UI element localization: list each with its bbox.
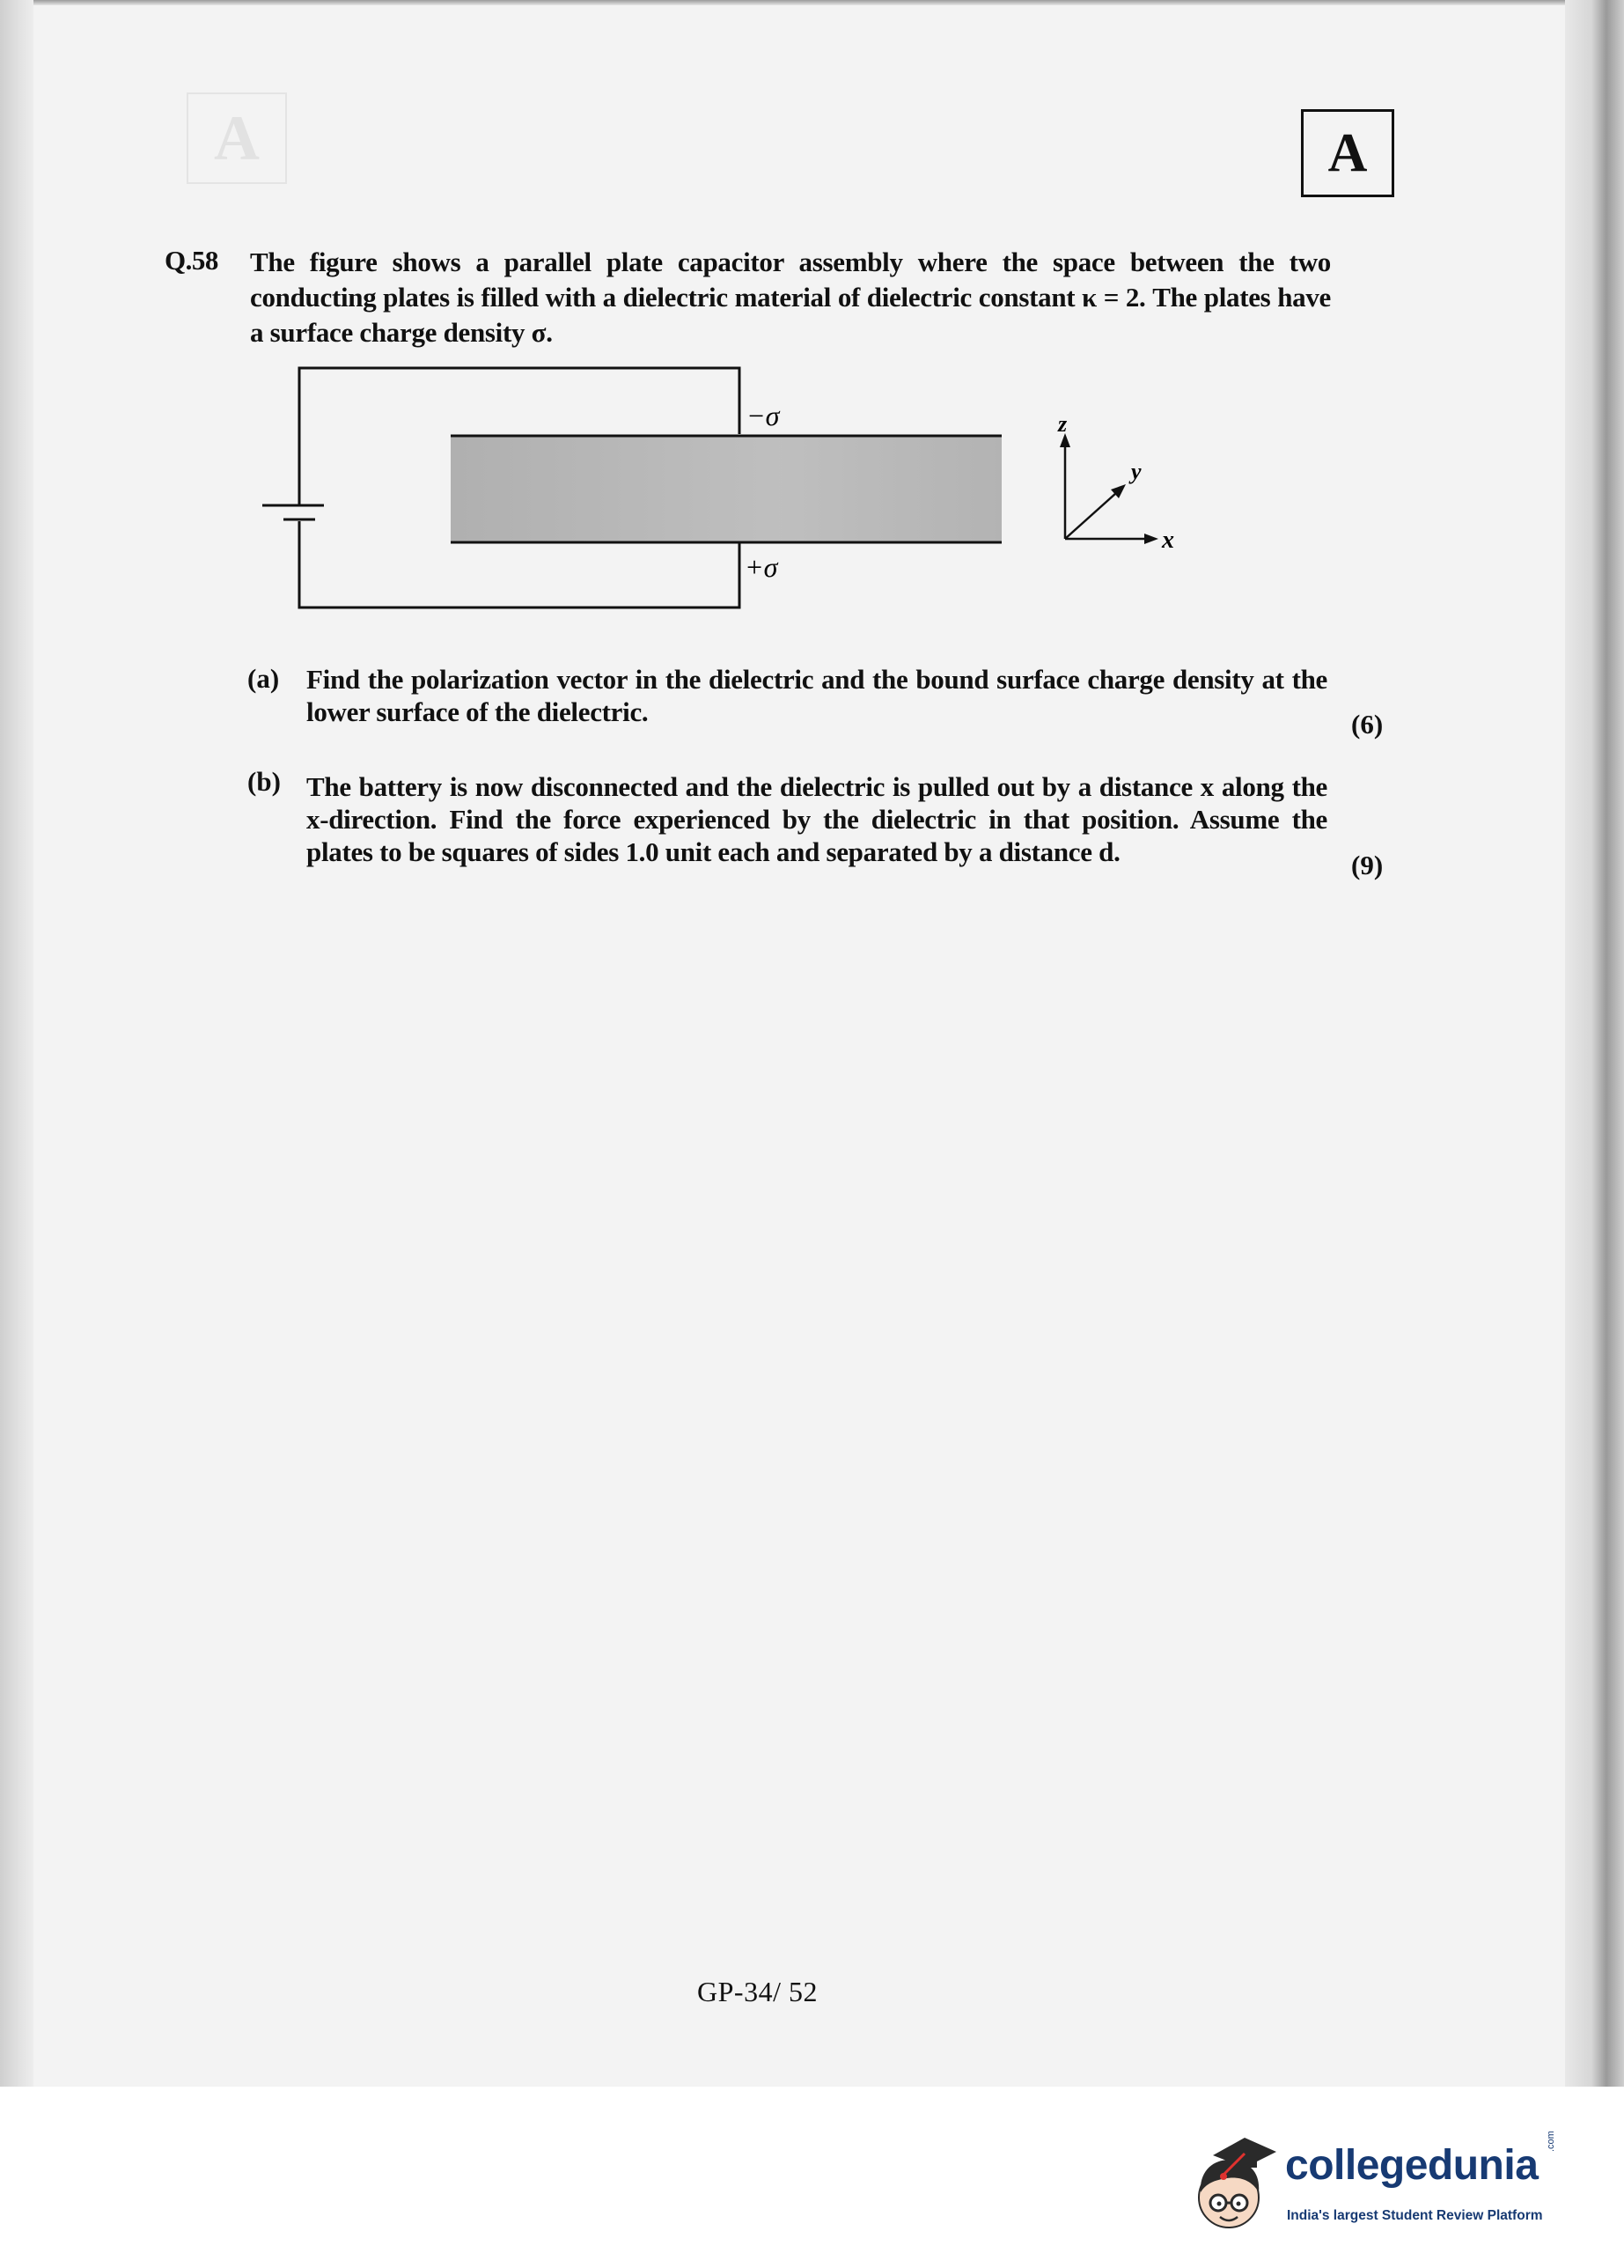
part-a-label: (a): [247, 663, 280, 694]
x-axis-label: x: [1162, 526, 1174, 554]
x-axis-arrowhead: [1144, 534, 1158, 544]
top-plate-charge-label: −σ: [746, 400, 780, 431]
bottom-plate-charge-label: +σ: [745, 551, 778, 583]
capacitor-figure: [0, 0, 1624, 634]
part-b-text: The battery is now disconnected and the dielectric is pulled out by a distance x along the x-direction. Find the force experienced by the dielectric in that position. Assume the plates to be squares of sides 1.0 unit each and separated by a distance d.: [306, 771, 1327, 867]
brand-name: collegedunia: [1285, 2142, 1539, 2189]
part-b-marks: (9): [1351, 850, 1384, 880]
question-set-label: A: [1301, 109, 1394, 197]
mascot-icon: [1187, 2122, 1283, 2254]
question-number: Q.58: [165, 245, 218, 276]
y-axis: [1065, 493, 1116, 539]
bleed-through-set-box: A: [187, 92, 287, 184]
part-a-marks: (6): [1351, 709, 1384, 740]
part-b-label: (b): [247, 766, 281, 797]
question-text: The figure shows a parallel plate capacitor assembly where the space between the two conducting plates is filled with a dielectric material of dielectric constant κ = 2. The plates have a surface charge density σ.: [250, 247, 1331, 348]
z-axis-label: z: [1058, 411, 1068, 437]
brand-domain-suffix: .com: [1546, 2131, 1556, 2152]
page-number: GP-34/ 52: [697, 1976, 818, 2007]
brand-tagline: India's largest Student Review Platform: [1287, 2208, 1543, 2223]
y-axis-label: y: [1131, 459, 1142, 484]
part-a-text: Find the polarization vector in the dielectric and the bound surface charge density at the lower surface of the dielectric.: [306, 664, 1327, 727]
collegedunia-logo: [1187, 2122, 1574, 2254]
